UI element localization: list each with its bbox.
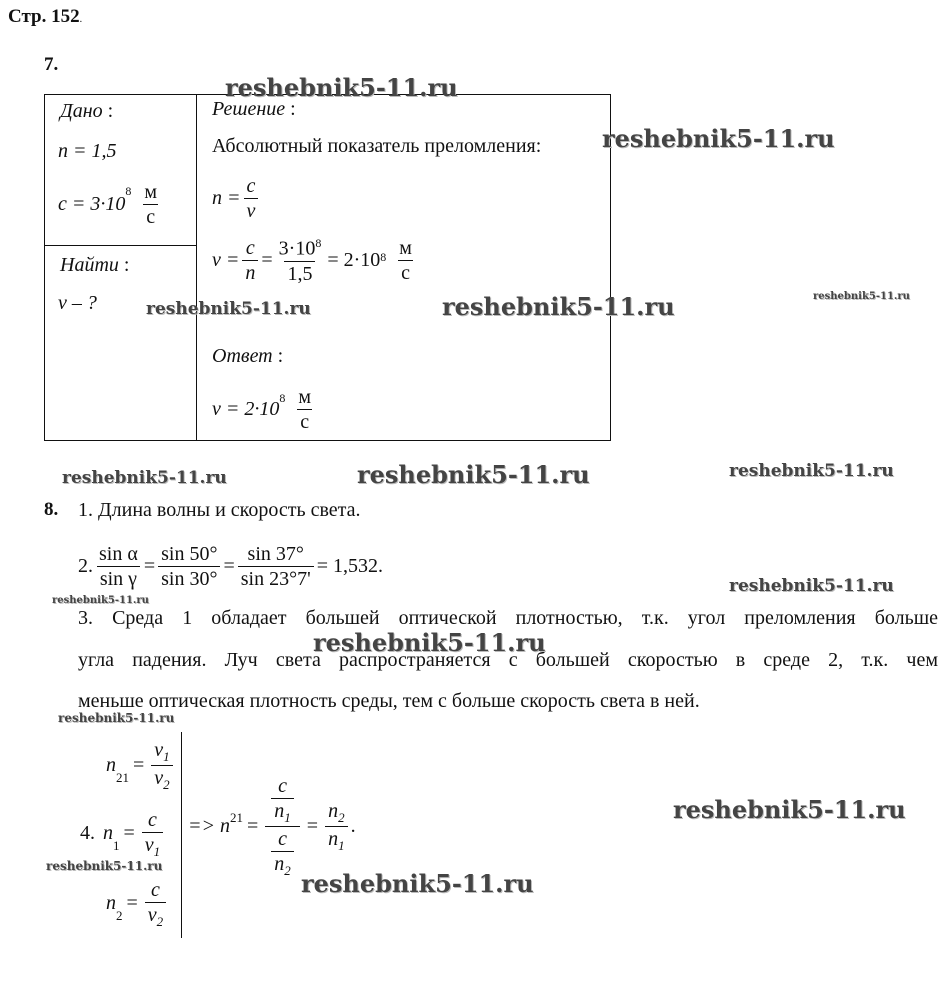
equals: =: [247, 814, 259, 837]
problem-8-part-3-line-1: 3. Среда 1 обладает большей оптической плотностью, т.к. угол преломления больше: [78, 607, 938, 629]
watermark: reshebnik5-11.ru: [58, 711, 175, 725]
find-colon: :: [123, 254, 130, 276]
formula-v-calc: [212, 236, 418, 286]
formula-n21-result: [188, 774, 356, 878]
inner-fraction-c-n1: [271, 774, 294, 826]
frac-den: [271, 851, 294, 879]
unit-den: с: [398, 260, 413, 285]
equals: =: [306, 814, 319, 837]
frac-den-base: v: [147, 904, 157, 926]
watermark: reshebnik5-11.ru: [52, 595, 149, 606]
fraction-sin-alpha-gamma: [96, 542, 141, 591]
frac-num: c: [151, 879, 160, 901]
frac-num: c: [148, 809, 157, 831]
unit-den: с: [143, 204, 158, 229]
inner-fraction-c-n2: [271, 827, 294, 879]
watermark: reshebnik5-11.ru: [602, 124, 835, 153]
unit-num: м: [144, 181, 158, 203]
lhs: n: [103, 822, 113, 845]
frac-den: v: [244, 198, 259, 223]
frac-den: sin 23°7': [238, 566, 314, 591]
answer-heading: [212, 345, 283, 368]
unit-num: м: [399, 237, 412, 260]
given-n: n = 1,5: [58, 140, 117, 162]
frac-num: sin 37°: [247, 543, 304, 565]
result-exp: 8: [380, 250, 387, 264]
lhs-sub: 21: [116, 770, 129, 786]
watermark: reshebnik5-11.ru: [442, 292, 675, 321]
answer-exp: 8: [279, 391, 286, 405]
compound-fraction: [265, 774, 300, 878]
equals: =: [223, 555, 235, 577]
fraction-sin-37-23: [238, 542, 314, 591]
frac-den-sub: 1: [284, 810, 291, 825]
fraction-n2-n1: [325, 799, 348, 853]
lhs-sub: 2: [116, 907, 123, 923]
watermark: reshebnik5-11.ru: [729, 461, 894, 481]
watermark: reshebnik5-11.ru: [46, 859, 163, 873]
table-divider-horizontal: [44, 245, 197, 246]
frac-den: [271, 798, 294, 826]
result: = 1,532.: [316, 555, 383, 577]
frac-den-sub: 1: [153, 844, 161, 859]
page-label-dot: .: [79, 14, 83, 25]
frac-num: [325, 799, 348, 826]
formula-n21: n $_{21}$ = $\frac{v_1}{v_2}$: [106, 738, 176, 792]
watermark: reshebnik5-11.ru: [146, 299, 311, 319]
fraction-c-v2: [145, 878, 166, 930]
frac-num: sin 50°: [161, 543, 218, 565]
page-label: [8, 6, 82, 28]
fraction-c-v: [244, 174, 259, 223]
fraction-sin-50-30: [158, 542, 220, 591]
formula-lhs: n =: [212, 187, 241, 209]
lhs-sub: 1: [113, 837, 120, 853]
frac-num-sub: 2: [338, 810, 345, 825]
frac-num: c: [278, 827, 287, 850]
frac-num: c: [278, 775, 287, 797]
frac-den-sub: 2: [163, 776, 170, 792]
frac-num: c: [246, 175, 256, 197]
result-unit: [396, 236, 415, 285]
find-heading-text: Найти: [60, 254, 119, 276]
problem-8-part-3-line-3: меньше оптическая плотность среды, тем с больше скорость света в ней.: [78, 690, 700, 712]
find-question: v – ?: [58, 292, 97, 314]
frac-num-base: n: [328, 800, 339, 822]
watermark: reshebnik5-11.ru: [729, 576, 894, 596]
answer-formula: [212, 385, 317, 434]
formula-n2: n $_2$ = $\frac{c}{v_2}$: [106, 878, 169, 930]
formula-lhs: v =: [212, 249, 240, 272]
result: = 2·10: [327, 249, 381, 272]
part-2-label: 2.: [78, 555, 93, 577]
answer-lhs: v = 2·10: [212, 398, 280, 420]
solution-heading-text: Решение: [212, 98, 286, 120]
implies-lhs: => n: [188, 814, 230, 837]
frac-den-sub: 2: [156, 914, 164, 929]
frac-den-base: n: [274, 800, 285, 822]
given-colon: :: [107, 100, 114, 122]
answer-unit: [295, 385, 314, 434]
given-heading: [60, 100, 113, 123]
problem-8-number: 8.: [44, 499, 59, 520]
solution-text: Абсолютный показатель преломления:: [212, 135, 542, 157]
fraction-c-n: [242, 236, 258, 285]
unit-num: м: [298, 386, 312, 408]
frac-den: [325, 826, 348, 854]
lhs: n: [106, 892, 116, 915]
given-c: [58, 180, 163, 229]
problem-8-part-2: [78, 542, 383, 591]
equals: =: [261, 249, 273, 272]
watermark: reshebnik5-11.ru: [673, 795, 906, 824]
fraction-v1-v2: [151, 738, 172, 792]
frac-num: [276, 236, 325, 261]
frac-den: 1,5: [284, 261, 315, 286]
fraction-numeric: [276, 236, 325, 286]
problem-8-part-1: 1. Длина волны и скорость света.: [78, 499, 361, 521]
find-heading: [60, 254, 129, 277]
frac-den: [145, 902, 166, 930]
watermark: reshebnik5-11.ru: [225, 73, 458, 102]
compound-num: [265, 774, 300, 826]
watermark: reshebnik5-11.ru: [62, 468, 227, 488]
frac-den: sin γ: [97, 566, 140, 591]
answer-heading-text: Ответ: [212, 345, 273, 367]
part-4-label: 4.: [80, 822, 95, 845]
frac-den-sub: 2: [284, 862, 291, 878]
compound-den: [265, 826, 300, 879]
page-label-text: Стр. 152: [8, 6, 80, 27]
given-c-base: c = 3·10: [58, 193, 126, 215]
frac-num-sub: 1: [163, 749, 170, 764]
frac-den-base: n: [274, 852, 285, 875]
watermark: reshebnik5-11.ru: [357, 460, 590, 489]
implies-sub: 21: [230, 810, 243, 826]
frac-den-base: v: [144, 834, 154, 856]
lhs: n: [106, 753, 116, 776]
given-heading-text: Дано: [60, 100, 103, 122]
frac-den: n: [242, 260, 258, 285]
frac-num: c: [245, 237, 255, 260]
formula-n1: 4. n $_1$ = $\frac{c}{v_1}$: [80, 808, 166, 860]
frac-num: sin α: [99, 543, 138, 565]
unit-den: с: [297, 409, 312, 434]
watermark: reshebnik5-11.ru: [313, 628, 546, 657]
fraction-c-v1: [142, 808, 163, 860]
given-c-exp: 8: [125, 184, 132, 198]
frac-num-base: v: [154, 739, 164, 761]
formula-n-c-v: [212, 174, 261, 223]
frac-num-exp: 8: [315, 236, 322, 250]
answer-colon: :: [277, 345, 284, 367]
period: .: [350, 814, 356, 837]
frac-den-sub: 1: [338, 837, 345, 853]
problem-8-part-3-line-2: угла падения. Луч света распространяется с большей скоростью в среде 2, т.к. чем: [78, 649, 938, 671]
problem-7-number: 7.: [44, 54, 59, 75]
system-bracket: [181, 732, 182, 938]
frac-num-base: 3·10: [278, 237, 316, 260]
frac-den: [142, 832, 163, 860]
frac-den: sin 30°: [158, 566, 220, 591]
given-c-unit: [141, 180, 160, 229]
table-divider-vertical: [196, 94, 197, 441]
frac-den-base: v: [154, 766, 164, 789]
watermark: reshebnik5-11.ru: [301, 869, 534, 898]
equals: =: [143, 555, 156, 577]
frac-num: [151, 738, 172, 765]
solution-colon: :: [290, 98, 296, 120]
frac-den: [151, 765, 172, 793]
frac-den-base: n: [328, 827, 339, 850]
watermark: reshebnik5-11.ru: [813, 291, 910, 302]
